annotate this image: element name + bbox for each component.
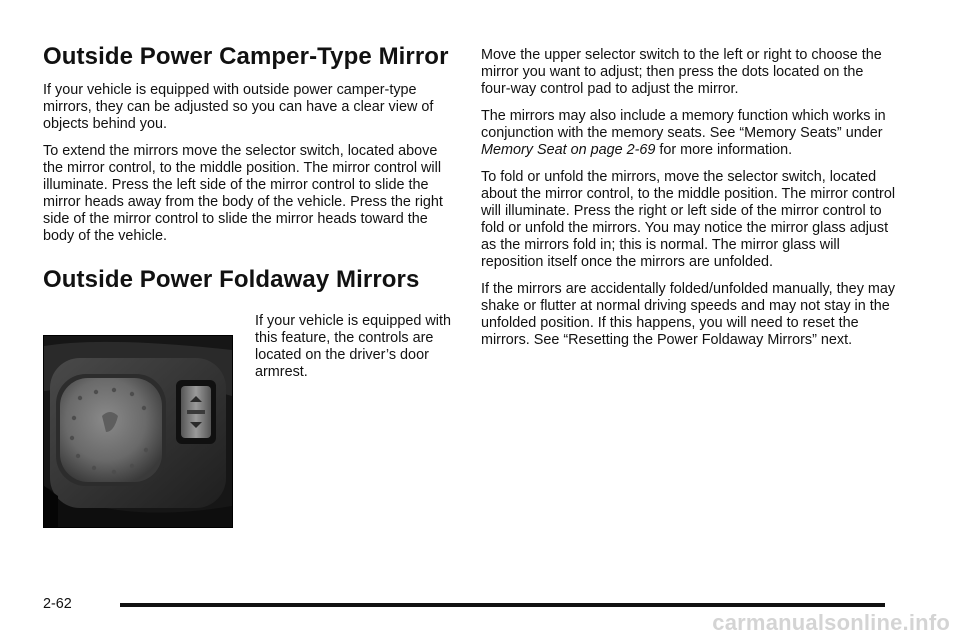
memory-function-paragraph [481, 108, 896, 159]
section-title-camper-mirror: Outside Power Camper-Type Mirror [43, 43, 449, 70]
mirror-control-photo [43, 335, 233, 528]
page-number: 2-62 [43, 596, 72, 612]
camper-mirror-extend-instructions: To extend the mirrors move the selector switch, located above the mirror control, to the middle position. The mirror control will illuminate. Press the left side of the mirror control to slide the mirror heads away from the body of the vehicle. Press the right side of the mirror control to slide the mirror heads toward the body of the vehicle. [43, 143, 443, 244]
memory-seat-reference: Memory Seat on page 2-69 [481, 142, 656, 158]
right-column [481, 47, 896, 359]
left-column [43, 42, 453, 513]
camper-mirror-intro: If your vehicle is equipped with outside power camper-type mirrors, they can be adjusted so you can have a clear view of objects behind you. [43, 82, 434, 132]
figure-row [43, 313, 453, 513]
manual-fold-warning: If the mirrors are accidentally folded/unfolded manually, they may shake or flutter at normal driving speeds and may not stay in the unfolded position. If this happens, you will need to reset the mirrors. See “Resetting the Power Foldaway Mirrors” next. [481, 281, 896, 348]
footer-rule [120, 603, 885, 607]
mirror-selector-instructions: Move the upper selector switch to the left or right to choose the mirror you want to adjust; then press the dots located on the four-way control pad to adjust the mirror. [481, 47, 882, 97]
section-title-foldaway-mirrors: Outside Power Foldaway Mirrors [43, 266, 420, 293]
memory-text-after: for more information. [655, 142, 793, 158]
figure-caption: If your vehicle is equipped with this feature, the controls are located on the driver’s door armrest. [255, 313, 451, 380]
fold-unfold-instructions: To fold or unfold the mirrors, move the selector switch, located about the mirror control, to the middle position. The mirror control will illuminate. Press the right or left side of the mirror control to fold or unfold the mirrors. You may notice the mirror glass adjust as the mirrors fold in; this is normal. The mirror glass will reposition itself once the mirrors are unfolded. [481, 169, 896, 270]
mirror-control-illustration [44, 336, 232, 527]
memory-text-before: The mirrors may also include a memory function which works in conjunction with the memory seats. See “Memory Seats” under [481, 108, 886, 141]
watermark: carmanualsonline.info [712, 610, 950, 635]
